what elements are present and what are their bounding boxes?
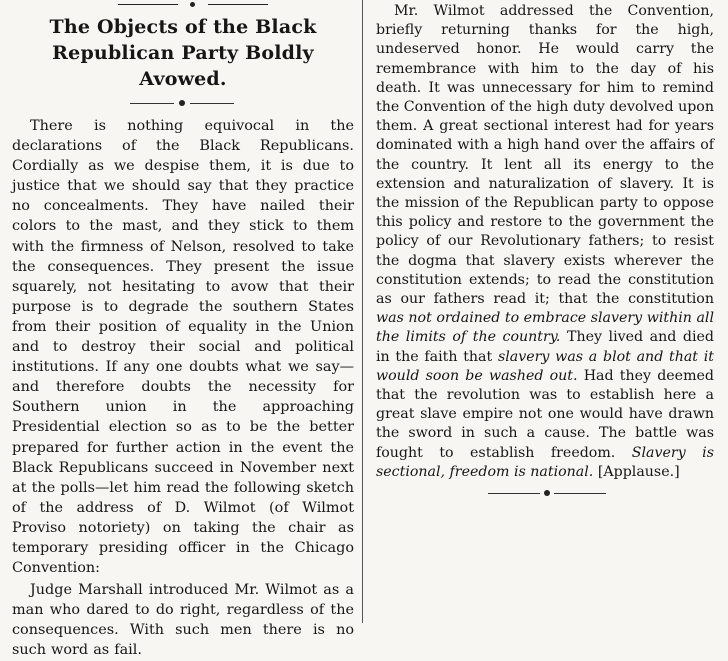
right-column	[376, 2, 714, 500]
address-text-mid2: Had they deemed that the revolution was to establish here a great slave empire not one would have drawn the sword in such a cause. The battle was fought to establish freedom.	[376, 367, 715, 461]
address-italic-1: was not ordained to embrace slavery within all the limits of the country.	[376, 310, 714, 346]
address-italic-3: Slavery is sectional, freedom is national.	[376, 444, 714, 480]
column-rule	[362, 0, 363, 623]
address-text-mid: They lived and died in the faith that	[376, 329, 714, 365]
wilmot-address-paragraph	[376, 2, 714, 482]
address-italic-2: slavery was a blot and that it would soon be washed out.	[376, 348, 714, 384]
article-paragraph-1: There is nothing equivocal in the declarations of the Black Republicans. Cordially as we despise them, it is due to justice that we should say that they practice no concealments. They have nailed their colors to the mast, and they stick to them with the firmness of Nelson, resolved to take the consequences. They present the issue squarely, not hesitating to avow that their purpose is to degrade the southern States from their position of equality in the Union and to destroy their social and political institutions. If any one doubts what we say—and therefore doubts the necessity for Southern union in the approaching Presidential election so as to be the better prepared for further action in the event the Black Republicans succeed in November next at the polls—let him read the following sketch of the address of D. Wilmot (of Wilmot Proviso notoriety) on taking the chair as temporary presiding officer in the Chicago Convention:	[12, 118, 354, 577]
article-paragraph-2: Judge Marshall introduced Mr. Wilmot as a man who dared to do right, regardless of the consequences. With such men there is no such word as fail.	[12, 582, 354, 659]
address-text-end: [Applause.]	[593, 463, 680, 480]
headline-divider	[12, 96, 354, 110]
address-text-start: Mr. Wilmot addressed the Convention, briefly returning thanks for the high, undeserved honor. He would carry the remembrance with him to the day of his death. It was unnecessary for him to remind the Convention of the high duty devolved upon them. A great sectional interest had for years dominated with a high hand over the affairs of the country. It lent all its energy to the extension and naturalization of slavery. It is the mission of the Republican party to oppose this policy and restore to the government the policy of our Revolutionary fathers; to resist the dogma that slavery exists wherever the constitution extends; to read the constitution as our fathers read it; that the constitution	[376, 3, 714, 308]
left-column	[12, 14, 354, 661]
top-ornament-rule	[118, 2, 268, 8]
end-divider	[376, 486, 714, 500]
article-headline: The Objects of the Black Republican Party Boldly Avowed.	[49, 16, 317, 90]
